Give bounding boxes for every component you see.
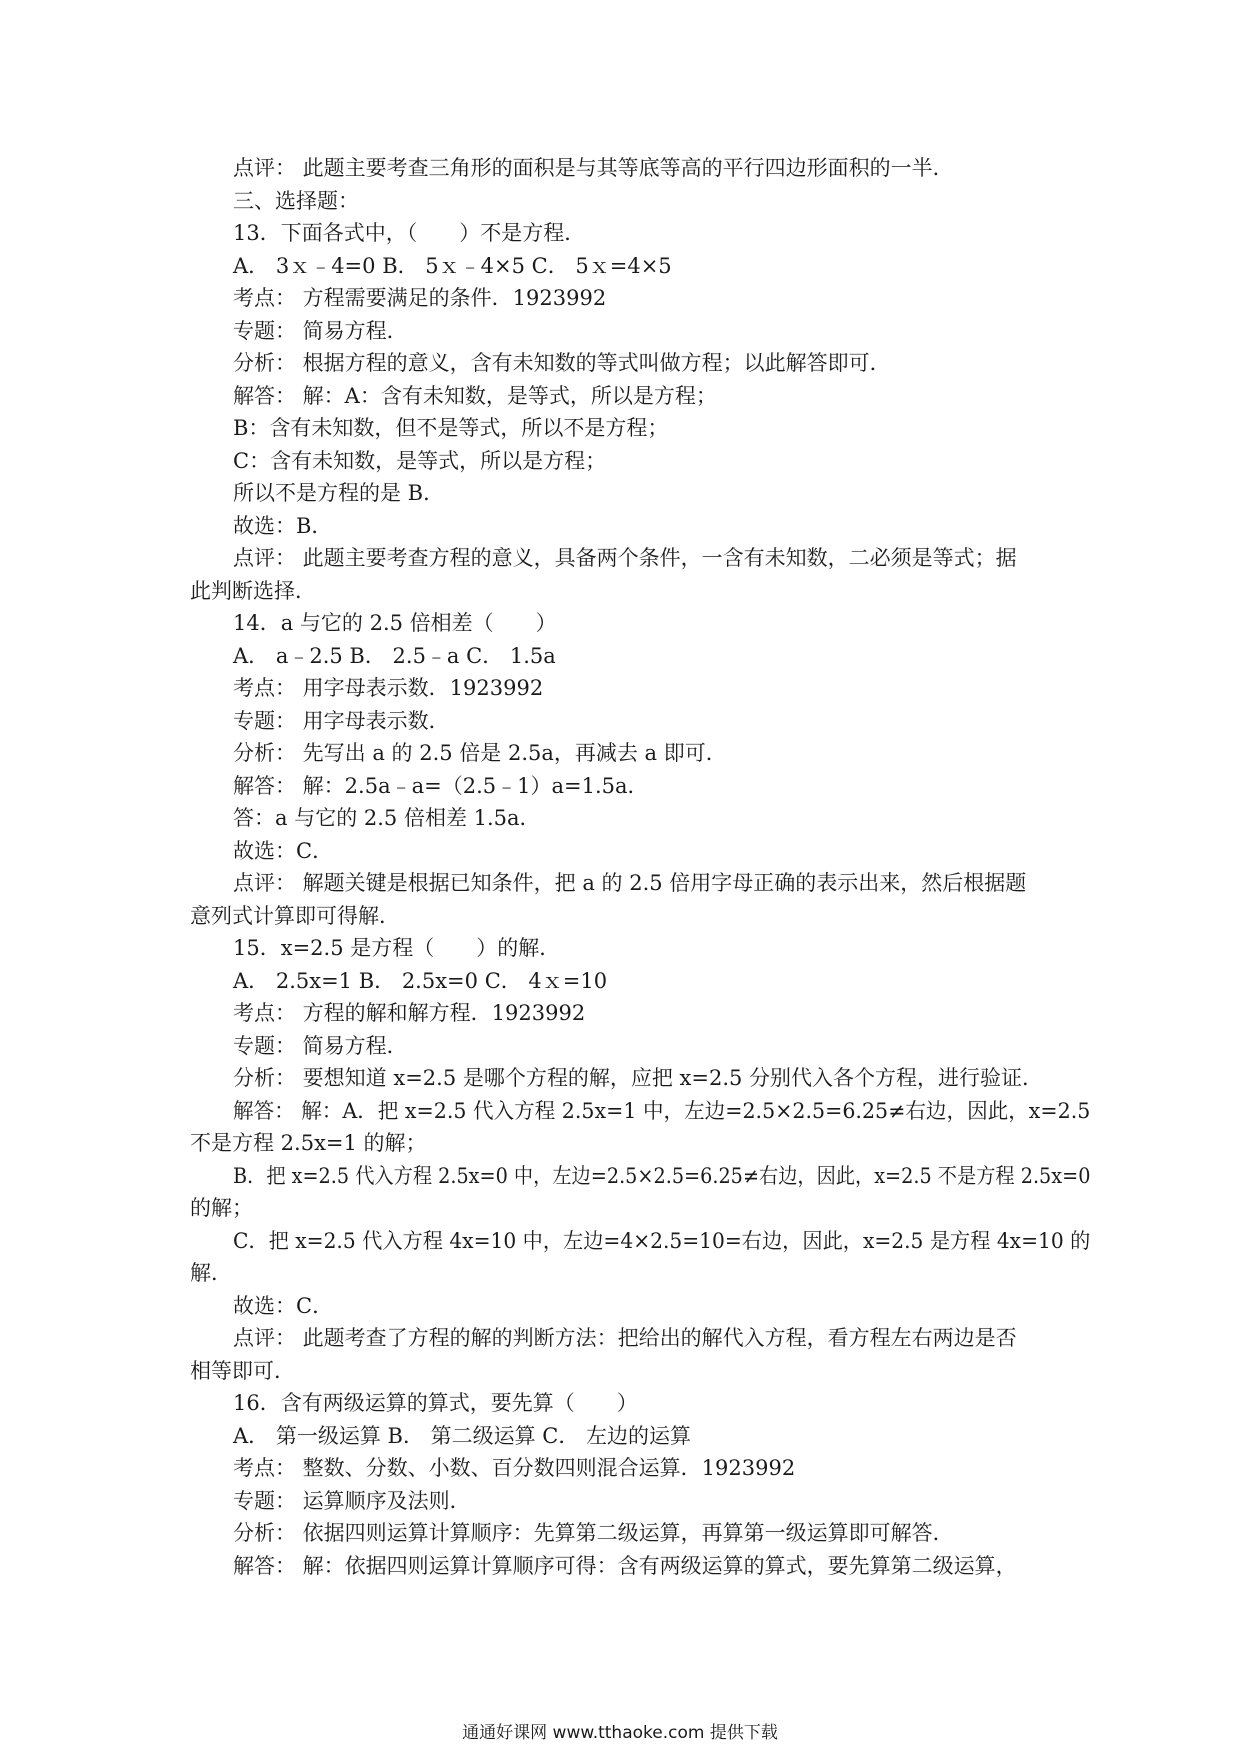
text-line: 故选：B．: [233, 514, 333, 538]
text-line: 分析： 依据四则运算计算顺序：先算第二级运算，再算第一级运算即可解答．: [233, 1521, 954, 1545]
question-14-options: A． a﹣2.5 B． 2.5﹣a C． 1.5a: [233, 644, 556, 668]
text-line: 点评： 此题主要考查三角形的面积是与其等底等高的平行四边形面积的一半．: [233, 156, 954, 180]
text-line: 考点： 方程的解和解方程．1923992: [233, 1001, 586, 1025]
page-footer: 通通好课网 www.tthaoke.com 提供下载: [462, 1723, 778, 1743]
text-line: 相等即可．: [190, 1359, 295, 1383]
text-line: 答：a 与它的 2.5 倍相差 1.5a．: [233, 806, 541, 830]
text-line: 专题： 简易方程．: [233, 319, 408, 343]
text-line: C．把 x=2.5 代入方程 4x=10 中，左边=4×2.5=10=右边，因此，x=2.5 是方程 4x=10 的: [233, 1229, 1091, 1253]
text-line: 故选：C．: [233, 839, 334, 863]
text-line: 点评： 此题考查了方程的解的判断方法：把给出的解代入方程，看方程左右两边是否: [233, 1326, 1017, 1350]
question-15: 15．x=2.5 是方程（ ）的解．: [233, 936, 561, 960]
text-line: 专题： 简易方程．: [233, 1034, 408, 1058]
text-line: 专题： 用字母表示数．: [233, 709, 450, 733]
text-line: 考点： 用字母表示数．1923992: [233, 676, 544, 700]
text-line: 解答： 解：A．把 x=2.5 代入方程 2.5x=1 中，左边=2.5×2.5=6.25≠右边，因此，x=2.5: [233, 1099, 1091, 1123]
text-line: 分析： 先写出 a 的 2.5 倍是 2.5a，再减去 a 即可．: [233, 741, 727, 765]
text-line: 的解；: [190, 1196, 253, 1220]
text-line: 意列式计算即可得解．: [190, 904, 400, 928]
text-line: 分析： 要想知道 x=2.5 是哪个方程的解，应把 x=2.5 分别代入各个方程，进行验证．: [233, 1066, 1044, 1090]
text-line: 解．: [190, 1261, 232, 1285]
question-15-options: A． 2.5x=1 B． 2.5x=0 C． 4ｘ=10: [233, 969, 608, 993]
question-16-options: A． 第一级运算 B． 第二级运算 C． 左边的运算: [233, 1424, 692, 1448]
question-13-options: A． 3ｘ﹣4=0 B． 5ｘ﹣4×5 C． 5ｘ=4×5: [233, 254, 672, 278]
text-line: 解答： 解：A：含有未知数，是等式，所以是方程；: [233, 384, 717, 408]
section-heading: 三、选择题：: [233, 189, 359, 213]
text-line: 点评： 此题主要考查方程的意义，具备两个条件，一含有未知数，二必须是等式；据: [233, 546, 1017, 570]
text-line: 分析： 根据方程的意义，含有未知数的等式叫做方程；以此解答即可．: [233, 351, 891, 375]
text-line: 此判断选择．: [190, 579, 316, 603]
question-16: 16．含有两级运算的算式，要先算（ ）: [233, 1391, 638, 1415]
text-line: 专题： 运算顺序及法则．: [233, 1489, 471, 1513]
question-13: 13．下面各式中，（ ）不是方程．: [233, 221, 586, 245]
text-line: C：含有未知数，是等式，所以是方程；: [233, 449, 607, 473]
text-line: 点评： 解题关键是根据已知条件，把 a 的 2.5 倍用字母正确的表示出来，然后根据题: [233, 871, 1027, 895]
question-14: 14．a 与它的 2.5 倍相差（ ）: [233, 611, 557, 635]
text-line: B．把 x=2.5 代入方程 2.5x=0 中，左边=2.5×2.5=6.25≠右边，因此，x=2.5 不是方程 2.5x=0: [233, 1164, 1091, 1188]
text-line: B：含有未知数，但不是等式，所以不是方程；: [233, 416, 669, 440]
text-line: 故选：C．: [233, 1294, 334, 1318]
text-line: 考点： 方程需要满足的条件．1923992: [233, 286, 607, 310]
text-line: 考点： 整数、分数、小数、百分数四则混合运算．1923992: [233, 1456, 796, 1480]
text-line: 解答： 解：2.5a﹣a=（2.5﹣1）a=1.5a．: [233, 774, 649, 798]
text-line: 不是方程 2.5x=1 的解；: [190, 1131, 427, 1155]
text-line: 解答： 解：依据四则运算计算顺序可得：含有两级运算的算式，要先算第二级运算，: [233, 1554, 1017, 1578]
text-line: 所以不是方程的是 B．: [233, 481, 445, 505]
